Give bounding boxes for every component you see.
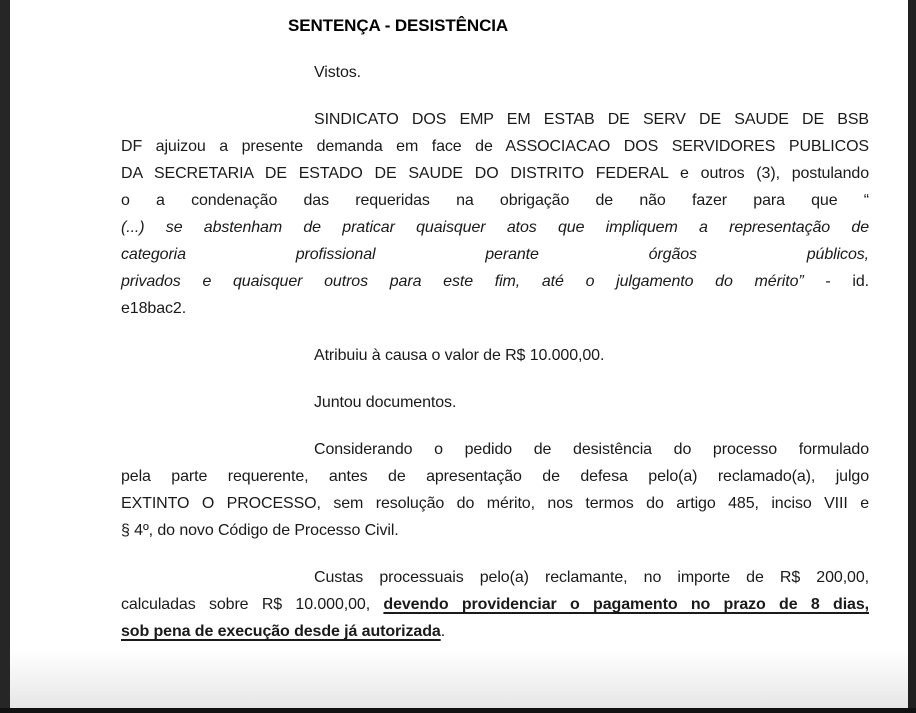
text-segment: . [440, 623, 446, 640]
text-segment: - id. [803, 273, 869, 290]
document-title: SENTENÇA - DESISTÊNCIA [288, 16, 509, 35]
text-line [121, 591, 869, 618]
text-segment: EXTINTO O PROCESSO, sem resolução do mérito, nos termos do artigo 485, inciso VIII e [121, 495, 869, 512]
text-line [121, 59, 869, 86]
text-segment: e18bac2. [121, 300, 187, 317]
text-line [121, 160, 869, 187]
paragraph [121, 436, 869, 544]
text-segment: Vistos. [314, 64, 362, 81]
text-segment: sob pena de execução desde já autorizada [121, 623, 441, 640]
text-line [121, 295, 869, 322]
text-segment: o a condenação das requeridas na obrigação de não fazer para que “ [121, 192, 869, 209]
viewer-bottom-frame [0, 708, 916, 713]
text-line [121, 268, 869, 295]
text-segment: § 4º, do novo Código de Processo Civil. [121, 522, 399, 539]
text-line [121, 214, 869, 241]
text-segment: DF ajuizou a presente demanda em face de ASSOCIACAO DOS SERVIDORES PUBLICOS [121, 138, 869, 155]
text-line [121, 133, 869, 160]
text-segment: SINDICATO DOS EMP EM ESTAB DE SERV DE SAUDE DE BSB [314, 111, 869, 128]
text-line [121, 517, 869, 544]
text-line [121, 564, 869, 591]
page-bottom-shade [10, 650, 908, 708]
text-segment: Custas processuais pelo(a) reclamante, no importe de R$ 200,00, [314, 569, 869, 586]
text-line [121, 187, 869, 214]
text-segment: pela parte requerente, antes de apresentação de defesa pelo(a) reclamado(a), julgo [121, 468, 869, 485]
text-segment: categoria profissional perante órgãos públicos, [121, 246, 869, 263]
text-segment: devendo providenciar o pagamento no prazo de 8 dias, [383, 596, 869, 613]
text-segment: Atribuiu à causa o valor de R$ 10.000,00. [314, 347, 605, 364]
text-line [121, 490, 869, 517]
paragraph [121, 342, 869, 369]
text-segment: (...) se abstenham de praticar quaisquer atos que impliquem a representação de [121, 219, 869, 236]
text-segment: Considerando o pedido de desistência do processo formulado [314, 441, 869, 458]
text-segment: calculadas sobre R$ 10.000,00, [121, 596, 384, 613]
paragraph [121, 106, 869, 322]
paragraph [121, 59, 869, 86]
paragraph [121, 389, 869, 416]
document-page [10, 0, 908, 708]
document-body [10, 0, 908, 645]
text-line [121, 618, 869, 645]
text-line [121, 436, 869, 463]
text-segment: privados e quaisquer outros para este fim, até o julgamento do mérito” [121, 273, 804, 290]
text-segment: DA SECRETARIA DE ESTADO DE SAUDE DO DISTRITO FEDERAL e outros (3), postulando [121, 165, 869, 182]
text-segment: Juntou documentos. [314, 394, 457, 411]
viewer-left-frame [0, 0, 10, 713]
text-line [121, 241, 869, 268]
viewer-right-frame [908, 0, 916, 713]
text-line [121, 342, 869, 369]
text-line [121, 106, 869, 133]
paragraph [121, 564, 869, 645]
text-line [121, 389, 869, 416]
text-line [121, 463, 869, 490]
